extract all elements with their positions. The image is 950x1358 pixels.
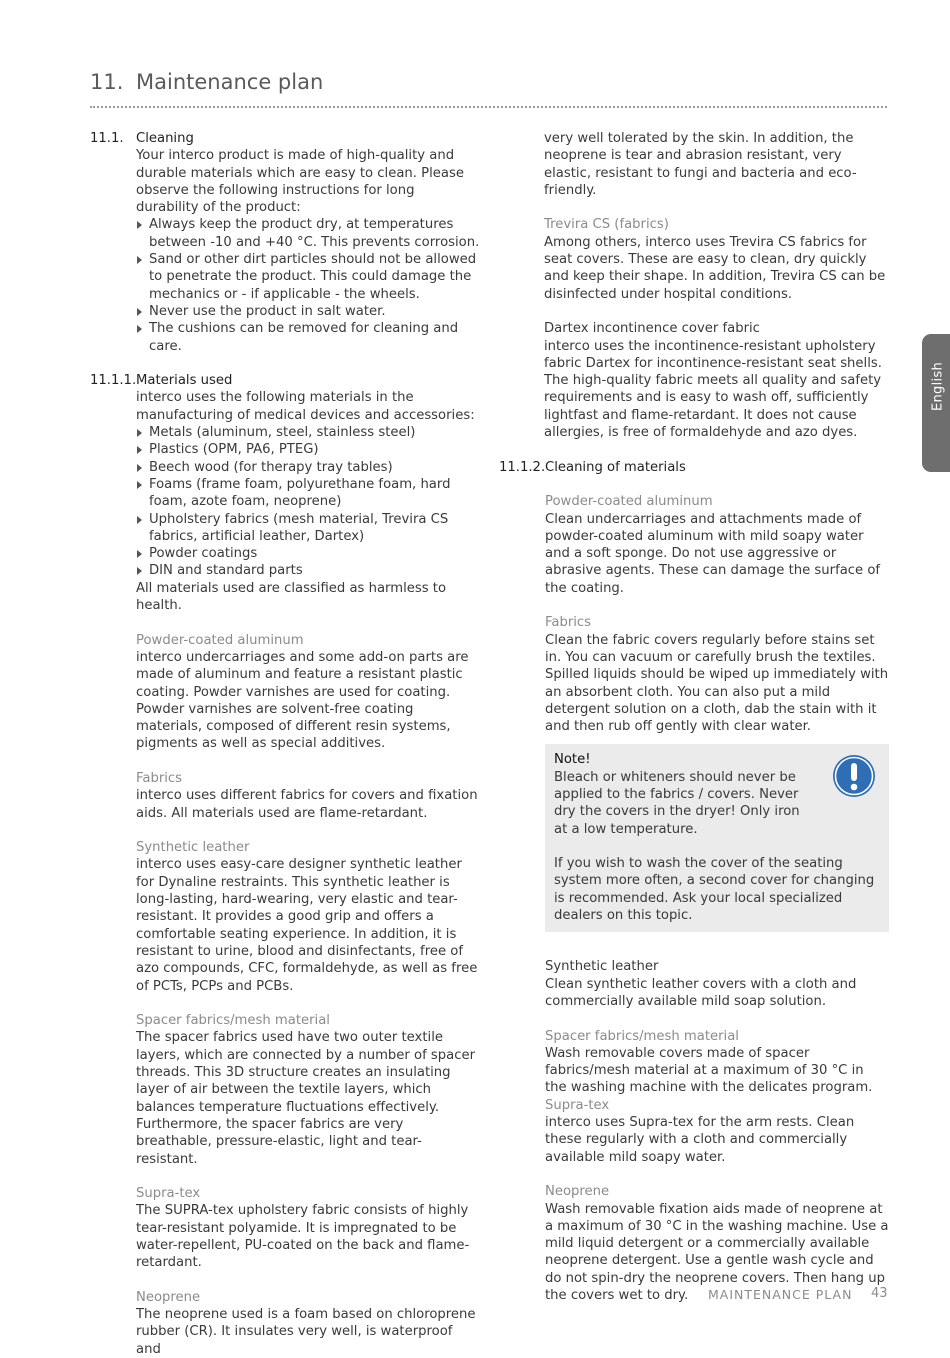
language-tab[interactable] (922, 334, 950, 472)
subheading: Neoprene (545, 1184, 610, 1200)
subheading: Neoprene (136, 1289, 201, 1305)
section-cleaning-of-materials (499, 459, 889, 1305)
note-text: If you wish to wash the cover of the seating system more often, a second cover for changing is recommended. Ask your local specialized dealers on this topic. (554, 856, 875, 924)
paragraph: Wash removable covers made of spacer fabrics/mesh material at a maximum of 30 °C in the washing machine with the delicates program. (545, 1045, 873, 1096)
note-title: Note! (554, 752, 591, 768)
exclamation-icon (832, 754, 876, 798)
page-title: Maintenance plan (136, 70, 324, 94)
subheading: Fabrics (136, 770, 183, 786)
subheading: Powder-coated aluminum (545, 494, 713, 510)
paragraph: Wash removable fixation aids made of neoprene at a maximum of 30 °C in the washing machine. Use a mild liquid detergent or a commercially available neoprene detergent. Use a gentle wash cycle and do not spin-dry the neoprene covers. Then hang up the covers wet to dry. (545, 1201, 889, 1303)
paragraph: interco uses Supra-tex for the arm rests. Clean these regularly with a cloth and commercially available mild soapy water. (545, 1115, 855, 1165)
footer-section-label: MAINTENANCE PLAN (708, 1287, 853, 1302)
section-number: 11.1. (90, 131, 124, 146)
paragraph: The SUPRA-tex upholstery fabric consists of highly tear-resistant polyamide. It is impregnated to be water-repellent, PU-coated on the back and flame-retardant. (136, 1203, 470, 1271)
subheading: Spacer fabrics/mesh material (136, 1013, 330, 1029)
section-cleaning (90, 130, 480, 355)
note-box (545, 744, 889, 932)
left-column (90, 130, 480, 1358)
list-item: Foams (frame foam, polyurethane foam, hard foam, azote foam, neoprene) (136, 476, 480, 511)
subheading: Supra-tex (545, 1097, 610, 1113)
paragraph: interco uses different fabrics for covers and fixation aids. All materials used are flame-retardant. (136, 788, 478, 821)
paragraph: Clean undercarriages and attachments made of powder-coated aluminum with mild soapy water and a soft sponge. Do not use aggressive or abrasive agents. These can damage the surface of the coating. (545, 511, 881, 596)
section-number: 11.1.2. (499, 459, 546, 475)
paragraph: All materials used are classified as harmless to health. (136, 580, 447, 614)
section-title: Cleaning of materials (545, 459, 686, 475)
paragraph: Clean synthetic leather covers with a cloth and commercially available mild soap solution. (545, 976, 857, 1009)
section-materials-used (90, 372, 480, 1358)
paragraph: Your interco product is made of high-quality and durable materials which are easy to clean. Please observe the following instructions for long durability of the product: (136, 148, 464, 216)
list-item: Metals (aluminum, steel, stainless steel) (136, 424, 480, 441)
paragraph: The neoprene used is a foam based on chloroprene rubber (CR). It insulates very well, is waterproof and (136, 1307, 476, 1357)
subheading: Trevira CS (fabrics) (544, 217, 669, 233)
list-item: Upholstery fabrics (mesh material, Trevira CS fabrics, artificial leather, Dartex) (136, 511, 480, 546)
paragraph: interco undercarriages and some add-on parts are made of aluminum and feature a resistant plastic coating. Powder varnishes are used for coating. Powder varnishes are solvent-free coating materials, composed of different resin systems, pigments as well as special additives. (136, 649, 469, 752)
subheading: Fabrics (545, 615, 592, 631)
list-item: The cushions can be removed for cleaning and care. (136, 320, 480, 355)
list-item: Plastics (OPM, PA6, PTEG) (136, 441, 480, 458)
section-number: 11.1.1. (90, 373, 137, 389)
subheading: Synthetic leather (136, 840, 250, 856)
list-item: Powder coatings (136, 545, 480, 562)
subheading: Synthetic leather (545, 959, 659, 975)
paragraph: interco uses the following materials in the manufacturing of medical devices and accessories: (136, 390, 475, 423)
list-item: Never use the product in salt water. (136, 303, 480, 320)
subheading: Supra-tex (136, 1186, 201, 1202)
bullet-list (136, 424, 480, 580)
subheading: Powder-coated aluminum (136, 632, 304, 648)
subheading: Dartex incontinence cover fabric (544, 321, 760, 337)
page-number: 43 (871, 1286, 888, 1301)
note-text: Bleach or whiteners should never be applied to the fabrics / covers. Never dry the covers in the dryer! Only iron at a low temperature. (554, 769, 800, 837)
paragraph: interco uses the incontinence-resistant upholstery fabric Dartex for incontinence-resistant seat shells. The high-quality fabric meets all quality and safety requirements and is easy to wash off, sufficiently lightfast and flame-retardant. It does not cause allergies, is free of formaldehyde and azo dyes. (544, 338, 882, 441)
list-item: Always keep the product dry, at temperatures between -10 and +40 °C. This prevents corrosion. (136, 216, 480, 251)
section-title: Materials used (136, 373, 233, 389)
page-title-number: 11. (90, 70, 124, 94)
bullet-list (136, 216, 480, 354)
paragraph: interco uses easy-care designer synthetic leather for Dynaline restraints. This synthetic leather is long-lasting, hard-wearing, very elastic and tear-resistant. It provides a good grip and offers a comfortable seating experience. In addition, it is resistant to urine, blood and disinfectants, free of azo compounds, CFC, formaldehyde, as well as free of PCTs, PCPs and PCBs. (136, 857, 478, 994)
paragraph: Among others, interco uses Trevira CS fabrics for seat covers. These are easy to clean, dry quickly and keep their shape. In addition, Trevira CS can be disinfected under hospital conditions. (544, 234, 886, 302)
paragraph: Clean the fabric covers regularly before stains set in. You can vacuum or carefully brush the textiles. Spilled liquids should be wiped up immediately with an absorbent cloth. You can also put a mild detergent solution on a cloth, dab the stain with it and then rub off gently with clear water. (545, 632, 889, 735)
subheading: Spacer fabrics/mesh material (545, 1028, 739, 1044)
section-title: Cleaning (136, 131, 194, 146)
list-item: Sand or other dirt particles should not be allowed to penetrate the product. This could damage the mechanics or - if applicable - the wheels. (136, 251, 480, 303)
paragraph: The spacer fabrics used have two outer textile layers, which are connected by a number of spacer threads. This 3D structure creates an insulating layer of air between the textile layers, which balances temperature fluctuations effectively. Furthermore, the spacer fabrics are very breathable, pressure-elastic, light and tear-resistant. (136, 1030, 476, 1167)
list-item: Beech wood (for therapy tray tables) (136, 459, 480, 476)
right-column (499, 130, 889, 1304)
list-item: DIN and standard parts (136, 562, 480, 579)
title-divider (90, 106, 887, 108)
language-tab-label: English (930, 361, 946, 411)
paragraph: very well tolerated by the skin. In addition, the neoprene is tear and abrasion resistant, very elastic, resistant to fungi and bacteria and eco-friendly. (544, 131, 857, 198)
